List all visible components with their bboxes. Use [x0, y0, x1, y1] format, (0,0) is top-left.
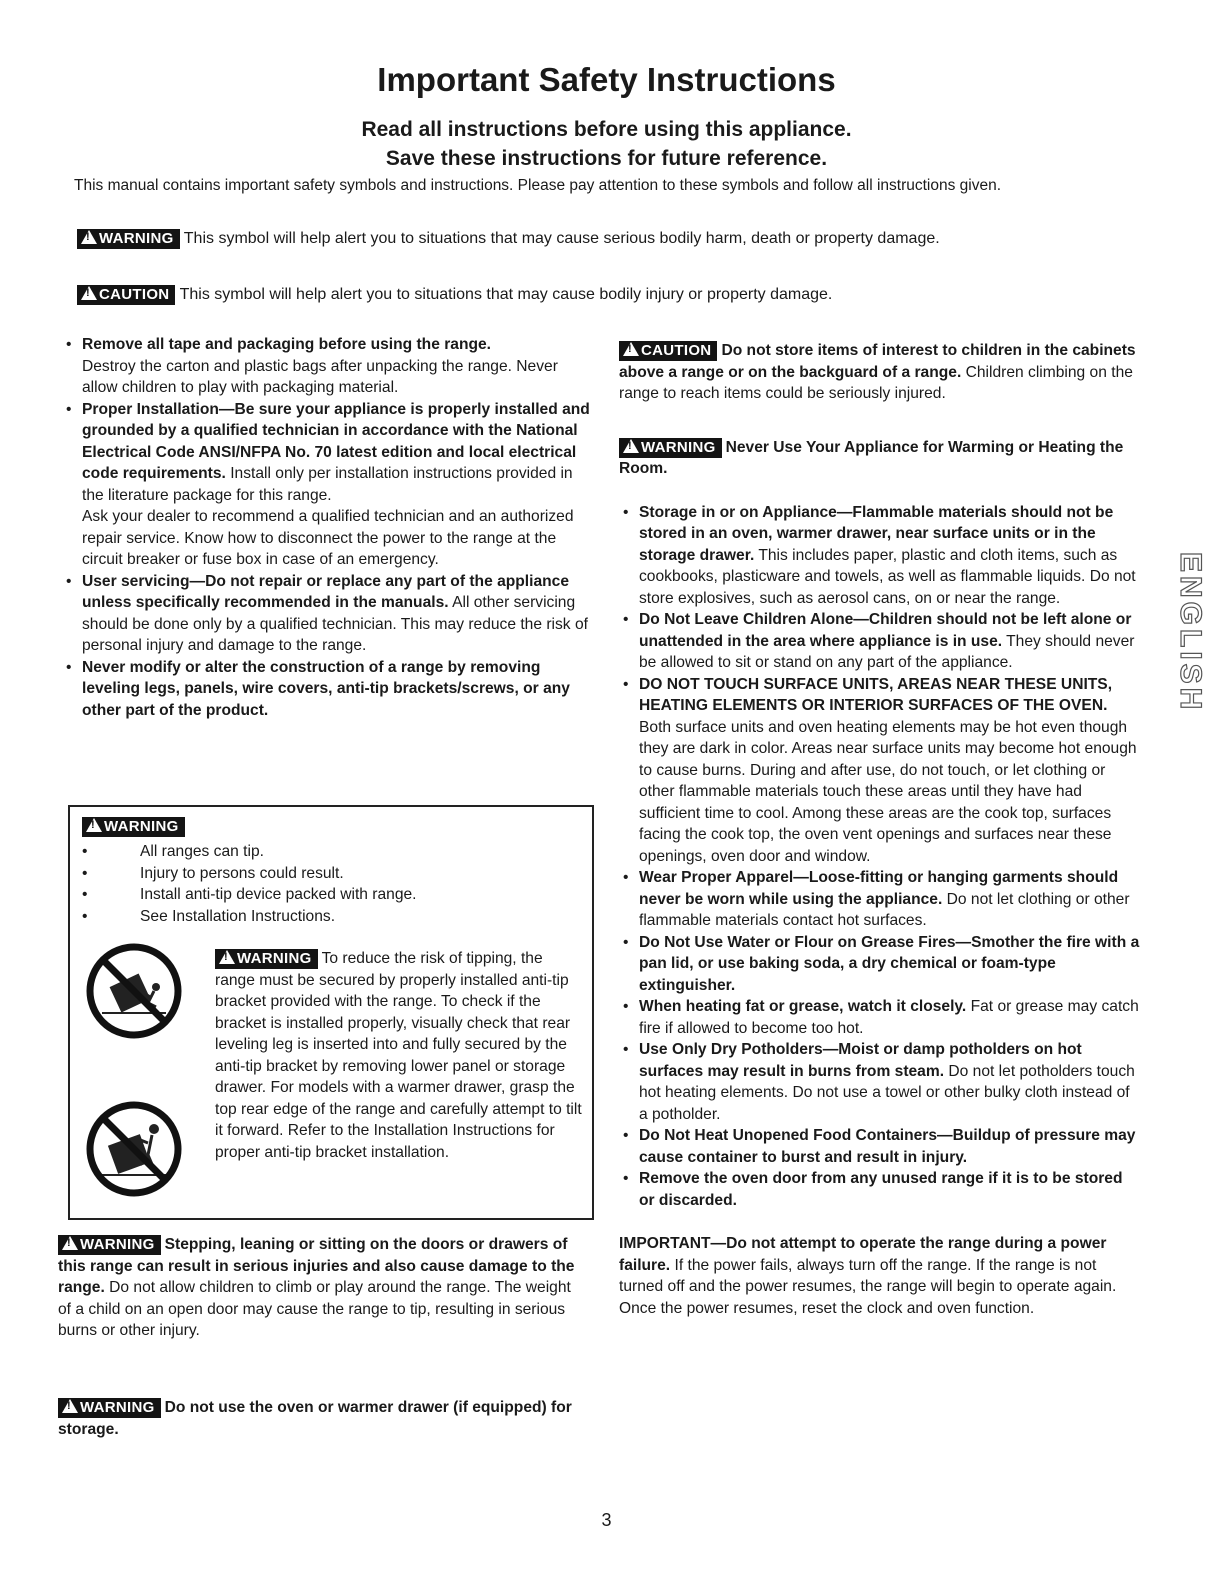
list-item: • Wear Proper Apparel—Loose-fitting or hanging garments should never be worn while using the appliance. Do not let clothing or other flammable materials contact hot surfaces.: [619, 867, 1141, 932]
anti-tip-warning-box: [68, 805, 594, 1220]
legend-caution-text: This symbol will help alert you to situations that may cause bodily injury or property damage.: [179, 286, 833, 303]
list-item: • Never modify or alter the construction of a range by removing leveling legs, panels, wire covers, anti-tip brackets/screws, or any other part of the product.: [62, 657, 592, 722]
list-item: • Proper Installation—Be sure your appliance is properly installed and grounded by a qualified technician in accordance with the National Electrical Code ANSI/NFPA No. 70 latest edition and local electrical code requirements. Install only per installation instructions provided in the literature package for this range. Ask your dealer to recommend a qualified technician and an authorized repair service. Know how to disconnect the power to the range at the circuit breaker or fuse box in case of an emergency.: [62, 399, 592, 571]
left-column: [62, 334, 592, 721]
list-item: • Remove all tape and packaging before using the range. Destroy the carton and plastic bags after unpacking the range. Never allow children to play with packaging material.: [62, 334, 592, 399]
stepping-warning: !WARNING Stepping, leaning or sitting on the doors or drawers of this range can result in serious injuries and also cause damage to the range. Do not allow children to climb or play around the range. The weight of a child on an open door may cause the range to tip, resulting in serious burns or other injury.: [58, 1234, 588, 1342]
list-item: • Remove the oven door from any unused range if it is to be stored or discarded.: [619, 1168, 1141, 1211]
alert-triangle-icon: [81, 286, 97, 300]
list-item: • Do Not Leave Children Alone—Children should not be left alone or unattended in the area where appliance is in use. They should never be allowed to sit or stand on any part of the appliance.: [619, 609, 1141, 674]
no-climbing-icon: [84, 1099, 184, 1199]
list-item: • User servicing—Do not repair or replace any part of the appliance unless specifically recommended in the manuals. All other servicing should be done only by a qualified technician. This may reduce the risk of personal injury and damage to the range.: [62, 571, 592, 657]
right-column: [619, 340, 1141, 1319]
warning-label: !WARNING: [619, 438, 722, 458]
list-item: • All ranges can tip.: [70, 841, 590, 863]
heating-warning: !WARNING Never Use Your Appliance for Warming or Heating the Room.: [619, 437, 1141, 480]
legend-caution: [77, 284, 832, 306]
warning-label: !WARNING: [82, 817, 185, 837]
subtitle-save: Save these instructions for future reference.: [385, 147, 828, 170]
power-failure-note: IMPORTANT—Do not attempt to operate the range during a power failure. If the power fails, always turn off the range. If the range is not turned off and the power resumes, the range will begin to operate again. Once the power resumes, reset the clock and oven function.: [619, 1235, 1117, 1317]
alert-triangle-icon: [81, 230, 97, 244]
list-item: • Use Only Dry Potholders—Moist or damp potholders on hot surfaces may result in burns from steam. Do not let potholders touch hot heating elements. Do not use a towel or other bulky cloth instead of a potholder.: [619, 1039, 1141, 1125]
page-number: 3: [601, 1510, 612, 1530]
alert-triangle-icon: [219, 950, 235, 964]
warning-label: !WARNING: [215, 949, 318, 969]
list-item: • Storage in or on Appliance—Flammable materials should not be stored in an oven, warmer drawer, near surface units or in the storage drawer. This includes paper, plastic and cloth items, such as cookbooks, plasticware and towels, as well as flammable liquids. Do not store explosives, such as aerosol cans, on or near the range.: [619, 502, 1141, 610]
alert-triangle-icon: [62, 1399, 78, 1413]
alert-triangle-icon: [623, 439, 639, 453]
page-title: Important Safety Instructions: [377, 61, 836, 98]
alert-triangle-icon: [62, 1236, 78, 1250]
list-item: • Install anti-tip device packed with range.: [70, 884, 590, 906]
list-item: • Injury to persons could result.: [70, 863, 590, 885]
warning-label: !WARNING: [77, 229, 180, 249]
warning-label: !WARNING: [58, 1398, 161, 1418]
storage-warning: !WARNING Do not use the oven or warmer drawer (if equipped) for storage.: [58, 1397, 588, 1440]
no-tipping-icon: [84, 941, 184, 1041]
alert-triangle-icon: [86, 818, 102, 832]
intro-text: This manual contains important safety symbols and instructions. Please pay attention to these symbols and follow all instructions given.: [74, 177, 1002, 194]
children-caution: !CAUTION Do not store items of interest to children in the cabinets above a range or on the backguard of a range. Children climbing on the range to reach items could be seriously injured.: [619, 340, 1141, 405]
legend-warning-text: This symbol will help alert you to situations that may cause serious bodily harm, death or property damage.: [183, 230, 940, 247]
list-item: • Do Not Heat Unopened Food Containers—Buildup of pressure may cause container to burst and result in injury.: [619, 1125, 1141, 1168]
legend-warning: [77, 228, 940, 250]
list-item: • When heating fat or grease, watch it closely. Fat or grease may catch fire if allowed to become too hot.: [619, 996, 1141, 1039]
box-list: [70, 841, 590, 927]
alert-triangle-icon: [623, 342, 639, 356]
list-item: • See Installation Instructions.: [70, 906, 590, 928]
language-tab: ENGLISH: [1174, 552, 1207, 714]
caution-label: !CAUTION: [77, 285, 175, 305]
subtitle-read: Read all instructions before using this appliance.: [361, 118, 852, 141]
list-item: • Do Not Use Water or Flour on Grease Fires—Smother the fire with a pan lid, or use baking soda, a dry chemical or foam-type extinguisher.: [619, 932, 1141, 997]
list-item: • DO NOT TOUCH SURFACE UNITS, AREAS NEAR THESE UNITS, HEATING ELEMENTS OR INTERIOR SURFACES OF THE OVEN. Both surface units and oven heating elements may be hot even though they are dark in color. Areas near surface units may become hot enough to cause burns. During and after use, do not touch, or let clothing or other flammable materials touch these areas until they have had sufficient time to cool. Among these areas are the cook top, surfaces facing the cook top, the oven vent openings and surfaces near these openings, oven door and window.: [619, 674, 1141, 868]
warning-label: !WARNING: [58, 1235, 161, 1255]
caution-label: !CAUTION: [619, 341, 717, 361]
tip-warning-text: !WARNING To reduce the risk of tipping, the range must be secured by properly installed anti-tip bracket provided with the range. To check if the bracket is installed properly, visually check that rear leveling leg is inserted into and fully secured by the anti-tip bracket by removing lower panel or storage drawer. For models with a warmer drawer, grasp the top rear edge of the range and carefully attempt to tilt it forward. Refer to the Installation Instructions for proper anti-tip bracket installation.: [215, 948, 583, 1163]
